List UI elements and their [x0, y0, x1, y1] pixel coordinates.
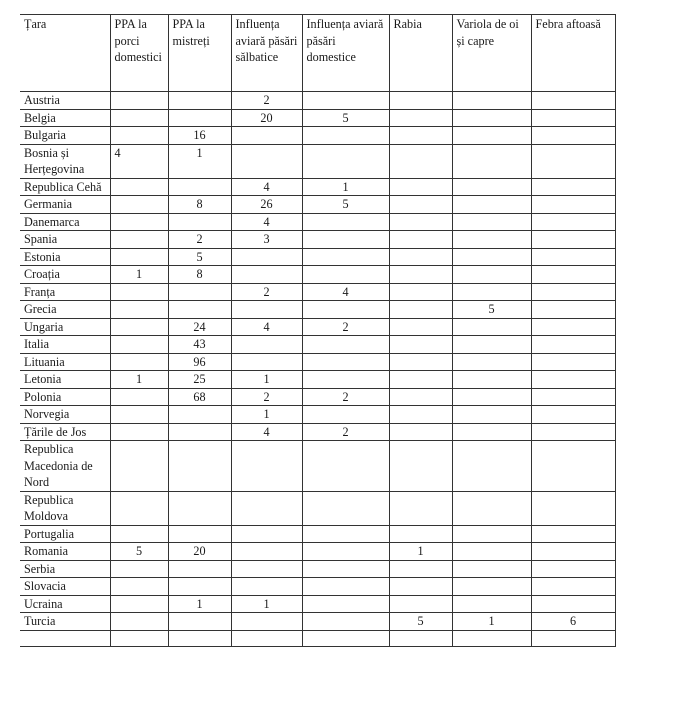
table-row — [20, 578, 615, 596]
cell-avian-flu-wild-birds — [231, 525, 302, 543]
cell-rabies — [389, 301, 452, 319]
table-row — [20, 543, 615, 561]
cell-avian-flu-wild-birds: 1 — [231, 371, 302, 389]
cell-asf-domestic-pigs — [110, 406, 168, 424]
cell-avian-flu-domestic-birds — [302, 248, 389, 266]
cell-foot-and-mouth — [531, 231, 615, 249]
cell-country: Serbia — [20, 560, 110, 578]
cell-foot-and-mouth — [531, 525, 615, 543]
cell-foot-and-mouth — [531, 144, 615, 178]
cell-sheep-goat-pox — [452, 423, 531, 441]
cell-sheep-goat-pox — [452, 178, 531, 196]
cell-avian-flu-domestic-birds — [302, 613, 389, 631]
cell-asf-domestic-pigs — [110, 248, 168, 266]
cell-rabies — [389, 371, 452, 389]
table-row — [20, 353, 615, 371]
cell-foot-and-mouth — [531, 213, 615, 231]
cell-sheep-goat-pox — [452, 371, 531, 389]
cell-country: Norvegia — [20, 406, 110, 424]
cell-asf-domestic-pigs — [110, 423, 168, 441]
cell-asf-wild-boar — [168, 109, 231, 127]
table-row — [20, 213, 615, 231]
cell-avian-flu-wild-birds: 2 — [231, 388, 302, 406]
cell-country: Portugalia — [20, 525, 110, 543]
cell-rabies — [389, 406, 452, 424]
table-row — [20, 371, 615, 389]
cell-country: Spania — [20, 231, 110, 249]
cell-asf-domestic-pigs — [110, 525, 168, 543]
cell-avian-flu-wild-birds: 1 — [231, 595, 302, 613]
cell-asf-domestic-pigs: 1 — [110, 266, 168, 284]
table-row — [20, 441, 615, 492]
cell-avian-flu-wild-birds — [231, 441, 302, 492]
cell-country: Belgia — [20, 109, 110, 127]
cell-avian-flu-domestic-birds — [302, 491, 389, 525]
cell-foot-and-mouth — [531, 441, 615, 492]
cell-rabies — [389, 196, 452, 214]
cell-asf-domestic-pigs — [110, 336, 168, 354]
cell-asf-wild-boar — [168, 423, 231, 441]
cell-sheep-goat-pox — [452, 406, 531, 424]
table-row — [20, 406, 615, 424]
cell-asf-domestic-pigs: 4 — [110, 144, 168, 178]
cell-sheep-goat-pox — [452, 266, 531, 284]
cell-rabies — [389, 353, 452, 371]
cell-avian-flu-wild-birds: 20 — [231, 109, 302, 127]
cell-avian-flu-wild-birds — [231, 248, 302, 266]
cell-country: Letonia — [20, 371, 110, 389]
cell-asf-domestic-pigs — [110, 578, 168, 596]
cell-foot-and-mouth — [531, 371, 615, 389]
cell-sheep-goat-pox — [452, 336, 531, 354]
cell-avian-flu-wild-birds — [231, 560, 302, 578]
cell-asf-wild-boar: 68 — [168, 388, 231, 406]
cell-rabies — [389, 283, 452, 301]
cell-sheep-goat-pox: 1 — [452, 613, 531, 631]
cell-country: Austria — [20, 92, 110, 110]
cell-avian-flu-wild-birds — [231, 578, 302, 596]
table-header-row — [20, 15, 615, 92]
cell-country: Țările de Jos — [20, 423, 110, 441]
cell-asf-domestic-pigs — [110, 109, 168, 127]
table-row — [20, 178, 615, 196]
cell-foot-and-mouth — [531, 388, 615, 406]
cell-asf-domestic-pigs — [110, 318, 168, 336]
cell-country: Estonia — [20, 248, 110, 266]
cell-foot-and-mouth — [531, 560, 615, 578]
cell-asf-wild-boar — [168, 613, 231, 631]
cell-foot-and-mouth — [531, 127, 615, 145]
cell-asf-domestic-pigs — [110, 92, 168, 110]
cell-asf-wild-boar — [168, 406, 231, 424]
cell-sheep-goat-pox — [452, 491, 531, 525]
cell-asf-wild-boar — [168, 441, 231, 492]
cell-avian-flu-wild-birds — [231, 144, 302, 178]
cell-country: Republica Cehă — [20, 178, 110, 196]
header-asf-wild-boar: PPA la mistreți — [168, 15, 231, 92]
table-row — [20, 127, 615, 145]
cell-sheep-goat-pox — [452, 144, 531, 178]
cell-rabies — [389, 231, 452, 249]
table-row-empty — [20, 630, 615, 646]
cell-sheep-goat-pox — [452, 595, 531, 613]
cell-avian-flu-domestic-birds — [302, 336, 389, 354]
cell-avian-flu-wild-birds: 2 — [231, 283, 302, 301]
cell-sheep-goat-pox — [452, 127, 531, 145]
cell-asf-wild-boar — [168, 560, 231, 578]
cell-foot-and-mouth — [531, 196, 615, 214]
cell-avian-flu-domestic-birds — [302, 578, 389, 596]
cell-asf-wild-boar: 16 — [168, 127, 231, 145]
cell-asf-domestic-pigs — [110, 560, 168, 578]
cell-rabies — [389, 213, 452, 231]
cell-avian-flu-wild-birds: 4 — [231, 423, 302, 441]
cell-asf-domestic-pigs: 5 — [110, 543, 168, 561]
table-row — [20, 248, 615, 266]
cell-avian-flu-wild-birds — [231, 266, 302, 284]
cell-avian-flu-domestic-birds — [302, 543, 389, 561]
cell-asf-wild-boar — [168, 92, 231, 110]
cell-asf-domestic-pigs — [110, 595, 168, 613]
cell-avian-flu-domestic-birds — [302, 525, 389, 543]
table-row — [20, 196, 615, 214]
cell-avian-flu-wild-birds: 1 — [231, 406, 302, 424]
cell-asf-domestic-pigs — [110, 213, 168, 231]
cell-asf-wild-boar: 1 — [168, 144, 231, 178]
cell-country: Franța — [20, 283, 110, 301]
cell-rabies — [389, 491, 452, 525]
table-row — [20, 423, 615, 441]
cell-sheep-goat-pox — [452, 560, 531, 578]
cell-avian-flu-wild-birds: 4 — [231, 318, 302, 336]
cell-rabies — [389, 595, 452, 613]
cell-asf-wild-boar: 2 — [168, 231, 231, 249]
cell-avian-flu-wild-birds: 26 — [231, 196, 302, 214]
cell-rabies — [389, 92, 452, 110]
cell-sheep-goat-pox — [452, 543, 531, 561]
cell-country: Grecia — [20, 301, 110, 319]
cell-asf-wild-boar: 43 — [168, 336, 231, 354]
cell-sheep-goat-pox — [452, 196, 531, 214]
cell-sheep-goat-pox — [452, 231, 531, 249]
cell-foot-and-mouth — [531, 491, 615, 525]
cell-country: Germania — [20, 196, 110, 214]
cell-asf-domestic-pigs — [110, 178, 168, 196]
cell-rabies — [389, 248, 452, 266]
table-row — [20, 613, 615, 631]
cell-avian-flu-wild-birds — [231, 491, 302, 525]
cell-country: Slovacia — [20, 578, 110, 596]
cell-sheep-goat-pox — [452, 525, 531, 543]
cell-avian-flu-domestic-birds — [302, 266, 389, 284]
cell-asf-wild-boar: 8 — [168, 266, 231, 284]
table-row — [20, 595, 615, 613]
cell-rabies — [389, 178, 452, 196]
cell-rabies — [389, 525, 452, 543]
cell-asf-wild-boar — [168, 525, 231, 543]
cell-asf-domestic-pigs — [110, 353, 168, 371]
cell-rabies — [389, 318, 452, 336]
cell-country: Turcia — [20, 613, 110, 631]
cell-foot-and-mouth — [531, 248, 615, 266]
cell-country: Italia — [20, 336, 110, 354]
cell-avian-flu-wild-birds: 4 — [231, 178, 302, 196]
cell-foot-and-mouth — [531, 423, 615, 441]
cell-country: Romania — [20, 543, 110, 561]
empty-cell — [20, 630, 110, 646]
cell-country: Croația — [20, 266, 110, 284]
cell-asf-domestic-pigs: 1 — [110, 371, 168, 389]
cell-asf-wild-boar: 25 — [168, 371, 231, 389]
empty-cell — [302, 630, 389, 646]
cell-rabies — [389, 560, 452, 578]
cell-asf-wild-boar — [168, 301, 231, 319]
cell-asf-domestic-pigs — [110, 388, 168, 406]
cell-avian-flu-wild-birds — [231, 301, 302, 319]
header-avian-flu-domestic-birds: Influența aviară păsări domestice — [302, 15, 389, 92]
table-row — [20, 560, 615, 578]
cell-avian-flu-wild-birds: 3 — [231, 231, 302, 249]
header-asf-domestic-pigs: PPA la porci domestici — [110, 15, 168, 92]
cell-avian-flu-domestic-birds — [302, 441, 389, 492]
cell-country: Polonia — [20, 388, 110, 406]
cell-country: Ungaria — [20, 318, 110, 336]
cell-foot-and-mouth — [531, 578, 615, 596]
cell-country: Lituania — [20, 353, 110, 371]
cell-avian-flu-wild-birds — [231, 127, 302, 145]
empty-cell — [389, 630, 452, 646]
cell-foot-and-mouth — [531, 283, 615, 301]
cell-rabies — [389, 423, 452, 441]
header-sheep-goat-pox: Variola de oi și capre — [452, 15, 531, 92]
cell-sheep-goat-pox: 5 — [452, 301, 531, 319]
cell-avian-flu-domestic-birds — [302, 595, 389, 613]
table-row — [20, 109, 615, 127]
cell-foot-and-mouth — [531, 178, 615, 196]
cell-rabies — [389, 336, 452, 354]
cell-rabies — [389, 127, 452, 145]
cell-rabies — [389, 144, 452, 178]
cell-asf-domestic-pigs — [110, 283, 168, 301]
cell-asf-domestic-pigs — [110, 441, 168, 492]
cell-country: Danemarca — [20, 213, 110, 231]
cell-asf-wild-boar — [168, 213, 231, 231]
empty-cell — [231, 630, 302, 646]
cell-sheep-goat-pox — [452, 441, 531, 492]
cell-sheep-goat-pox — [452, 353, 531, 371]
cell-asf-wild-boar: 24 — [168, 318, 231, 336]
table-row — [20, 336, 615, 354]
cell-rabies — [389, 266, 452, 284]
cell-country: Republica Moldova — [20, 491, 110, 525]
table-row — [20, 525, 615, 543]
cell-asf-wild-boar: 8 — [168, 196, 231, 214]
cell-country: Bulgaria — [20, 127, 110, 145]
cell-avian-flu-domestic-birds: 2 — [302, 318, 389, 336]
cell-sheep-goat-pox — [452, 248, 531, 266]
header-rabies: Rabia — [389, 15, 452, 92]
cell-avian-flu-domestic-birds: 2 — [302, 388, 389, 406]
table-row — [20, 301, 615, 319]
empty-cell — [168, 630, 231, 646]
cell-asf-domestic-pigs — [110, 491, 168, 525]
cell-asf-domestic-pigs — [110, 127, 168, 145]
cell-foot-and-mouth — [531, 301, 615, 319]
cell-foot-and-mouth — [531, 318, 615, 336]
cell-avian-flu-domestic-birds — [302, 127, 389, 145]
table-row — [20, 283, 615, 301]
table-body — [20, 92, 615, 647]
cell-foot-and-mouth: 6 — [531, 613, 615, 631]
cell-asf-wild-boar: 1 — [168, 595, 231, 613]
cell-rabies — [389, 109, 452, 127]
header-avian-flu-wild-birds: Influența aviară păsări sălbatice — [231, 15, 302, 92]
cell-country: Bosnia și Herțegovina — [20, 144, 110, 178]
cell-avian-flu-domestic-birds — [302, 353, 389, 371]
cell-asf-wild-boar — [168, 578, 231, 596]
cell-asf-domestic-pigs — [110, 613, 168, 631]
cell-avian-flu-domestic-birds — [302, 301, 389, 319]
cell-sheep-goat-pox — [452, 388, 531, 406]
cell-rabies: 5 — [389, 613, 452, 631]
cell-avian-flu-domestic-birds: 4 — [302, 283, 389, 301]
cell-foot-and-mouth — [531, 353, 615, 371]
cell-avian-flu-wild-birds — [231, 543, 302, 561]
cell-foot-and-mouth — [531, 406, 615, 424]
cell-asf-wild-boar: 5 — [168, 248, 231, 266]
cell-avian-flu-wild-birds — [231, 336, 302, 354]
cell-rabies: 1 — [389, 543, 452, 561]
cell-avian-flu-domestic-birds: 1 — [302, 178, 389, 196]
table-row — [20, 388, 615, 406]
cell-asf-wild-boar: 96 — [168, 353, 231, 371]
cell-sheep-goat-pox — [452, 318, 531, 336]
cell-sheep-goat-pox — [452, 109, 531, 127]
header-foot-and-mouth: Febra aftoasă — [531, 15, 615, 92]
cell-asf-wild-boar — [168, 283, 231, 301]
cell-foot-and-mouth — [531, 336, 615, 354]
cell-asf-wild-boar — [168, 491, 231, 525]
cell-country: Ucraina — [20, 595, 110, 613]
cell-country: Republica Macedonia de Nord — [20, 441, 110, 492]
table-row — [20, 92, 615, 110]
cell-asf-wild-boar — [168, 178, 231, 196]
cell-avian-flu-domestic-birds: 5 — [302, 196, 389, 214]
cell-foot-and-mouth — [531, 595, 615, 613]
empty-cell — [110, 630, 168, 646]
cell-foot-and-mouth — [531, 92, 615, 110]
empty-cell — [531, 630, 615, 646]
table-row — [20, 318, 615, 336]
cell-avian-flu-wild-birds — [231, 613, 302, 631]
cell-sheep-goat-pox — [452, 92, 531, 110]
cell-rabies — [389, 441, 452, 492]
cell-sheep-goat-pox — [452, 283, 531, 301]
table-row — [20, 231, 615, 249]
cell-asf-domestic-pigs — [110, 196, 168, 214]
table-row — [20, 144, 615, 178]
cell-avian-flu-domestic-birds — [302, 371, 389, 389]
cell-asf-domestic-pigs — [110, 231, 168, 249]
cell-asf-wild-boar: 20 — [168, 543, 231, 561]
cell-avian-flu-domestic-birds — [302, 406, 389, 424]
cell-foot-and-mouth — [531, 109, 615, 127]
cell-rabies — [389, 388, 452, 406]
cell-avian-flu-domestic-birds — [302, 92, 389, 110]
cell-avian-flu-wild-birds — [231, 353, 302, 371]
disease-outbreak-table — [20, 14, 616, 647]
cell-foot-and-mouth — [531, 266, 615, 284]
cell-sheep-goat-pox — [452, 213, 531, 231]
header-country: Țara — [20, 15, 110, 92]
table-row — [20, 266, 615, 284]
cell-avian-flu-domestic-birds — [302, 144, 389, 178]
cell-asf-domestic-pigs — [110, 301, 168, 319]
cell-avian-flu-wild-birds: 4 — [231, 213, 302, 231]
cell-avian-flu-domestic-birds — [302, 213, 389, 231]
cell-avian-flu-domestic-birds: 5 — [302, 109, 389, 127]
cell-avian-flu-wild-birds: 2 — [231, 92, 302, 110]
cell-rabies — [389, 578, 452, 596]
cell-avian-flu-domestic-birds: 2 — [302, 423, 389, 441]
cell-foot-and-mouth — [531, 543, 615, 561]
table-row — [20, 491, 615, 525]
cell-sheep-goat-pox — [452, 578, 531, 596]
empty-cell — [452, 630, 531, 646]
cell-avian-flu-domestic-birds — [302, 231, 389, 249]
cell-avian-flu-domestic-birds — [302, 560, 389, 578]
